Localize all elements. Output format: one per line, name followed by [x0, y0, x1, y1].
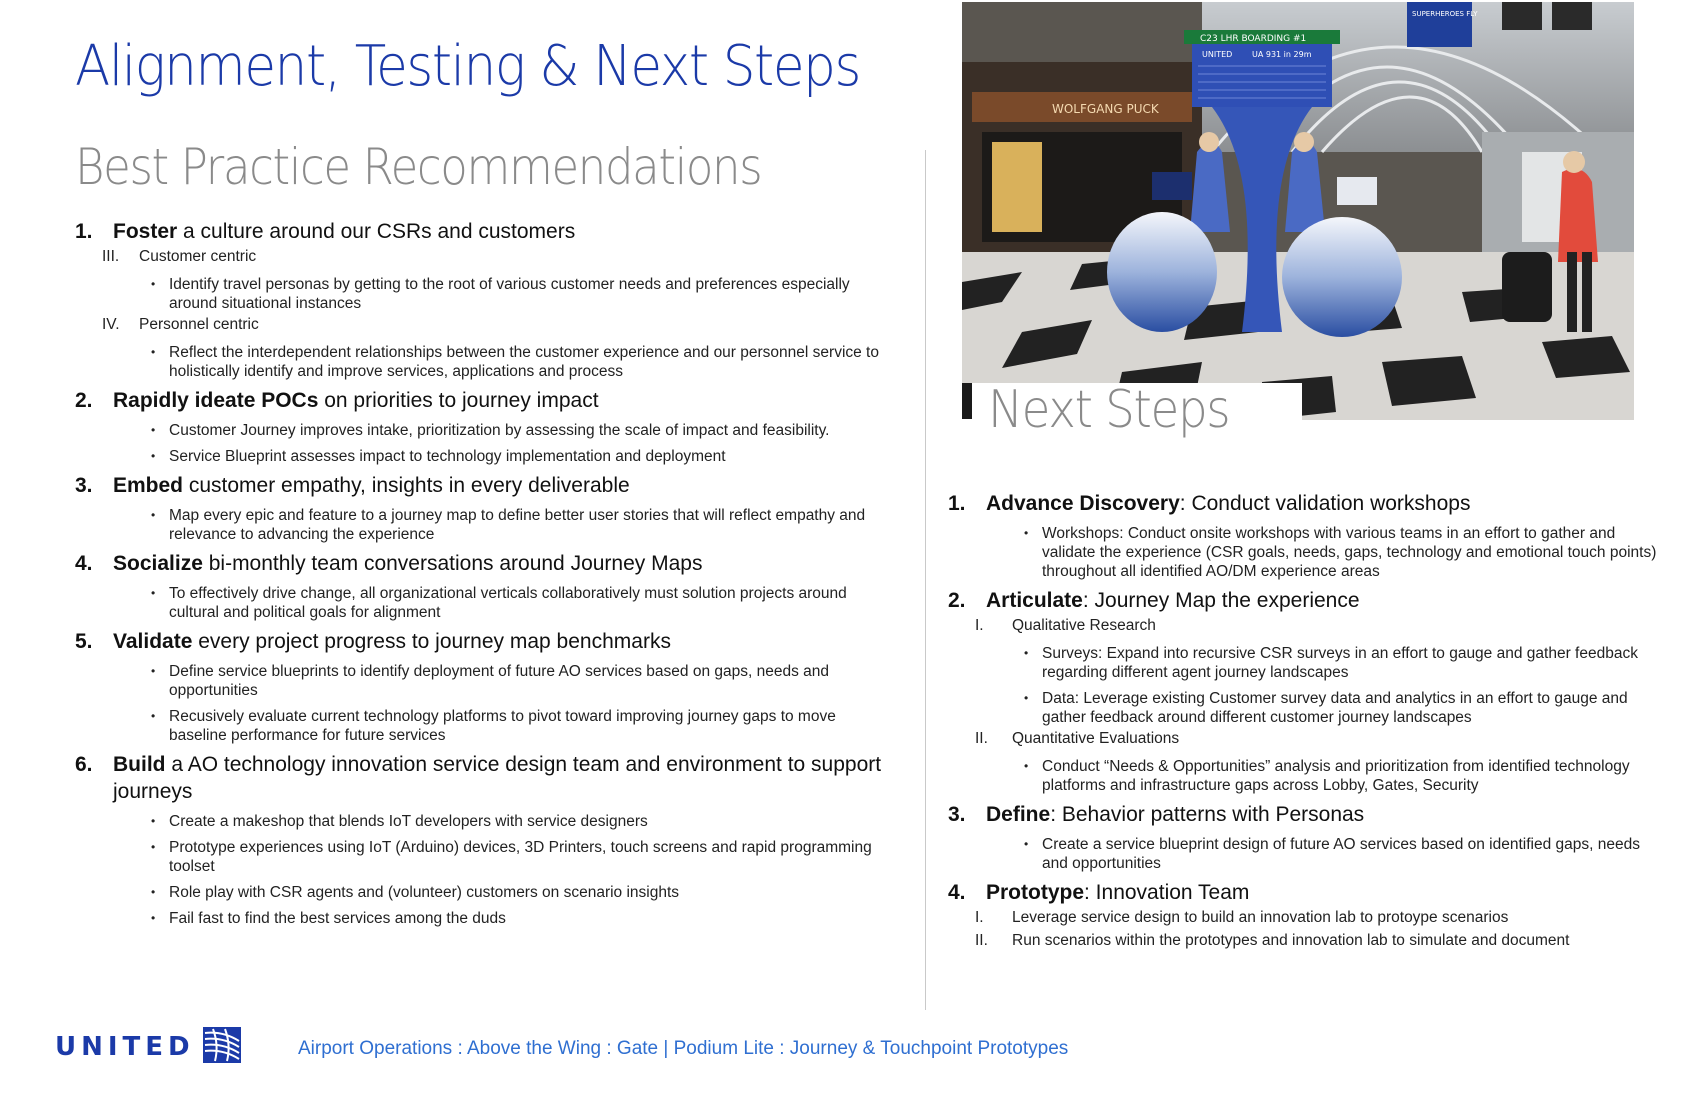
bullet-text: Customer Journey improves intake, prioritization by assessing the scale of impact and feasibility.: [169, 422, 830, 439]
sub-item-text: Qualitative Research: [1012, 617, 1156, 634]
item-heading: [948, 801, 1668, 828]
bullet-icon: •: [151, 508, 156, 522]
sub-item: [975, 728, 1668, 750]
item-title: [986, 587, 1668, 614]
item-keyword: Articulate: [986, 589, 1083, 612]
item-heading: [948, 587, 1668, 614]
section-title-next-steps: Next Steps: [988, 380, 1230, 440]
item-description: a AO technology innovation service design team and environment to support journeys: [113, 753, 882, 803]
bullet-icon: •: [151, 586, 156, 600]
item-heading: [75, 472, 895, 499]
item-description: bi-monthly team conversations around Journey Maps: [202, 552, 703, 575]
item-heading: [948, 879, 1668, 906]
bullet-icon: •: [151, 423, 156, 437]
footer-caption: Airport Operations : Above the Wing : Gate | Podium Lite : Journey & Touchpoint Prototypes: [298, 1038, 1069, 1059]
item-title: [113, 751, 895, 805]
list-bullet: [1024, 644, 1668, 682]
sub-item: [102, 246, 895, 268]
item-keyword: Foster: [113, 220, 178, 243]
bullet-icon: •: [1024, 837, 1029, 851]
bullet-icon: •: [151, 449, 156, 463]
column-divider: [925, 150, 926, 1010]
bullet-text: Workshops: Conduct onsite workshops with various teams in an effort to gather and validate the experience (CSR goals, needs, gaps, technology and emotional touch points) throughout all identified AO/DM experience areas: [1042, 525, 1657, 580]
bullet-text: Role play with CSR agents and (volunteer) customers on scenario insights: [169, 884, 680, 901]
photo-sign-store: WOLFGANG PUCK: [1052, 102, 1159, 116]
bullet-icon: •: [1024, 759, 1029, 773]
bullet-icon: •: [151, 885, 156, 899]
item-keyword: Build: [113, 753, 166, 776]
list-item: [948, 801, 1668, 873]
item-keyword: Validate: [113, 630, 193, 653]
item-keyword: Rapidly ideate POCs: [113, 389, 319, 412]
sub-item-number: II.: [975, 932, 988, 949]
photo-sign-boarding: C23 LHR BOARDING #1: [1200, 34, 1307, 44]
bullet-text: Define service blueprints to identify deployment of future AO services based on gaps, needs and opportunities: [169, 663, 829, 699]
bullet-text: Reflect the interdependent relationships between the customer experience and our personnel service to holistically identify and improve services, applications and process: [169, 344, 879, 380]
photo-sign-airline: UNITED: [1202, 50, 1233, 59]
sub-item: [975, 615, 1668, 637]
united-logo: [55, 1027, 241, 1067]
bullet-icon: •: [151, 814, 156, 828]
list-bullet: [151, 584, 895, 622]
item-description: : Journey Map the experience: [1082, 589, 1360, 612]
item-title: [113, 218, 895, 245]
bullet-text: Create a service blueprint design of future AO services based on identified gaps, needs and opportunities: [1042, 836, 1640, 872]
title-accent-bar: [962, 383, 972, 419]
photo-sign-flight: UA 931 in 29m: [1252, 50, 1312, 59]
list-bullet: [151, 883, 895, 902]
list-bullet: [151, 421, 895, 440]
item-number: 2.: [75, 389, 93, 412]
next-steps-list: [948, 490, 1668, 958]
bullet-text: Surveys: Expand into recursive CSR surveys in an effort to gauge and gather feedback regarding different agent journey landscapes: [1042, 645, 1638, 681]
item-number: 3.: [75, 474, 93, 497]
list-item: [948, 490, 1668, 581]
sub-item: [975, 930, 1668, 952]
list-bullet: [151, 812, 895, 831]
sub-item-text: Quantitative Evaluations: [1012, 730, 1180, 747]
item-description: : Conduct validation workshops: [1179, 492, 1471, 515]
item-title: [113, 550, 895, 577]
item-title: [986, 490, 1668, 517]
bullet-text: Recusively evaluate current technology platforms to pivot toward improving journey gaps to move baseline performance for future services: [169, 708, 836, 744]
bullet-icon: •: [151, 664, 156, 678]
bullet-icon: •: [1024, 646, 1029, 660]
bullet-icon: •: [151, 277, 156, 291]
sub-item: [102, 314, 895, 336]
item-description: customer empathy, insights in every deliverable: [183, 474, 630, 497]
list-bullet: [1024, 689, 1668, 727]
item-number: 6.: [75, 753, 93, 776]
bullet-icon: •: [151, 345, 156, 359]
item-description: a culture around our CSRs and customers: [177, 220, 576, 243]
list-bullet: [151, 662, 895, 700]
bullet-text: Map every epic and feature to a journey map to define better user stories that will reflect empathy and relevance to advancing the experience: [169, 507, 866, 543]
best-practice-list: [75, 218, 895, 934]
sub-item-number: I.: [975, 617, 984, 634]
list-bullet: [151, 343, 895, 381]
sub-item-number: IV.: [102, 316, 120, 333]
page-title: Alignment, Testing & Next Steps: [75, 34, 860, 99]
item-description: every project progress to journey map benchmarks: [192, 630, 671, 653]
bullet-text: Conduct “Needs & Opportunities” analysis and prioritization from identified technology platforms and infrastructure gaps across Lobby, Gates, Security: [1042, 758, 1630, 794]
item-number: 4.: [75, 552, 93, 575]
list-bullet: [151, 909, 895, 928]
list-item: [75, 751, 895, 928]
photo-sign-banner: SUPERHEROES FLY: [1412, 10, 1478, 18]
item-keyword: Embed: [113, 474, 184, 497]
list-bullet: [151, 447, 895, 466]
sub-item-number: I.: [975, 909, 984, 926]
item-number: 5.: [75, 630, 93, 653]
item-keyword: Socialize: [113, 552, 203, 575]
list-bullet: [151, 707, 895, 745]
item-heading: [948, 490, 1668, 517]
item-keyword: Prototype: [986, 881, 1085, 904]
item-description: on priorities to journey impact: [318, 389, 599, 412]
bullet-text: Prototype experiences using IoT (Arduino) devices, 3D Printers, touch screens and rapid programming toolset: [169, 839, 872, 875]
sub-item-number: III.: [102, 248, 120, 265]
list-bullet: [151, 275, 895, 313]
item-title: [986, 879, 1668, 906]
sub-item-number: II.: [975, 730, 988, 747]
item-number: 3.: [948, 803, 966, 826]
item-number: 1.: [75, 220, 93, 243]
item-number: 1.: [948, 492, 966, 515]
bullet-icon: •: [151, 840, 156, 854]
item-title: [113, 387, 895, 414]
sub-item: [975, 907, 1668, 929]
airport-photo: [962, 2, 1634, 420]
sub-item-text: Run scenarios within the prototypes and innovation lab to simulate and document: [1012, 932, 1570, 949]
bullet-text: Fail fast to find the best services among the duds: [169, 910, 506, 927]
bullet-icon: •: [151, 911, 156, 925]
section-title-best-practice: Best Practice Recommendations: [75, 138, 762, 196]
item-title: [113, 628, 895, 655]
bullet-text: To effectively drive change, all organizational verticals collaboratively must solution projects around cultural and political goals for alignment: [169, 585, 847, 621]
bullet-text: Data: Leverage existing Customer survey data and analytics in an effort to gauge and gather feedback around different customer journey landscapes: [1042, 690, 1628, 726]
list-bullet: [151, 506, 895, 544]
bullet-icon: •: [1024, 526, 1029, 540]
item-number: 4.: [948, 881, 966, 904]
bullet-icon: •: [151, 709, 156, 723]
logo-wordmark: UNITED: [55, 1032, 195, 1062]
item-heading: [75, 550, 895, 577]
item-heading: [75, 751, 895, 805]
item-title: [113, 472, 895, 499]
list-bullet: [1024, 835, 1668, 873]
bullet-text: Identify travel personas by getting to the root of various customer needs and preferences especially around situational instances: [169, 276, 850, 312]
item-heading: [75, 218, 895, 245]
item-number: 2.: [948, 589, 966, 612]
list-item: [75, 472, 895, 544]
sub-item-text: Personnel centric: [139, 316, 259, 333]
list-item: [75, 387, 895, 466]
list-bullet: [1024, 757, 1668, 795]
item-title: [986, 801, 1668, 828]
list-item: [75, 218, 895, 381]
item-keyword: Advance Discovery: [986, 492, 1180, 515]
globe-icon: [203, 1027, 241, 1067]
list-item: [948, 587, 1668, 795]
item-heading: [75, 628, 895, 655]
bullet-icon: •: [1024, 691, 1029, 705]
sub-item-text: Customer centric: [139, 248, 257, 265]
list-item: [75, 628, 895, 745]
list-bullet: [1024, 524, 1668, 581]
bullet-text: Service Blueprint assesses impact to technology implementation and deployment: [169, 448, 726, 465]
item-heading: [75, 387, 895, 414]
item-description: : Innovation Team: [1084, 881, 1250, 904]
list-item: [75, 550, 895, 622]
list-bullet: [151, 838, 895, 876]
item-keyword: Define: [986, 803, 1051, 826]
sub-item-text: Leverage service design to build an innovation lab to protoype scenarios: [1012, 909, 1509, 926]
bullet-text: Create a makeshop that blends IoT developers with service designers: [169, 813, 648, 830]
list-item: [948, 879, 1668, 952]
item-description: : Behavior patterns with Personas: [1050, 803, 1365, 826]
